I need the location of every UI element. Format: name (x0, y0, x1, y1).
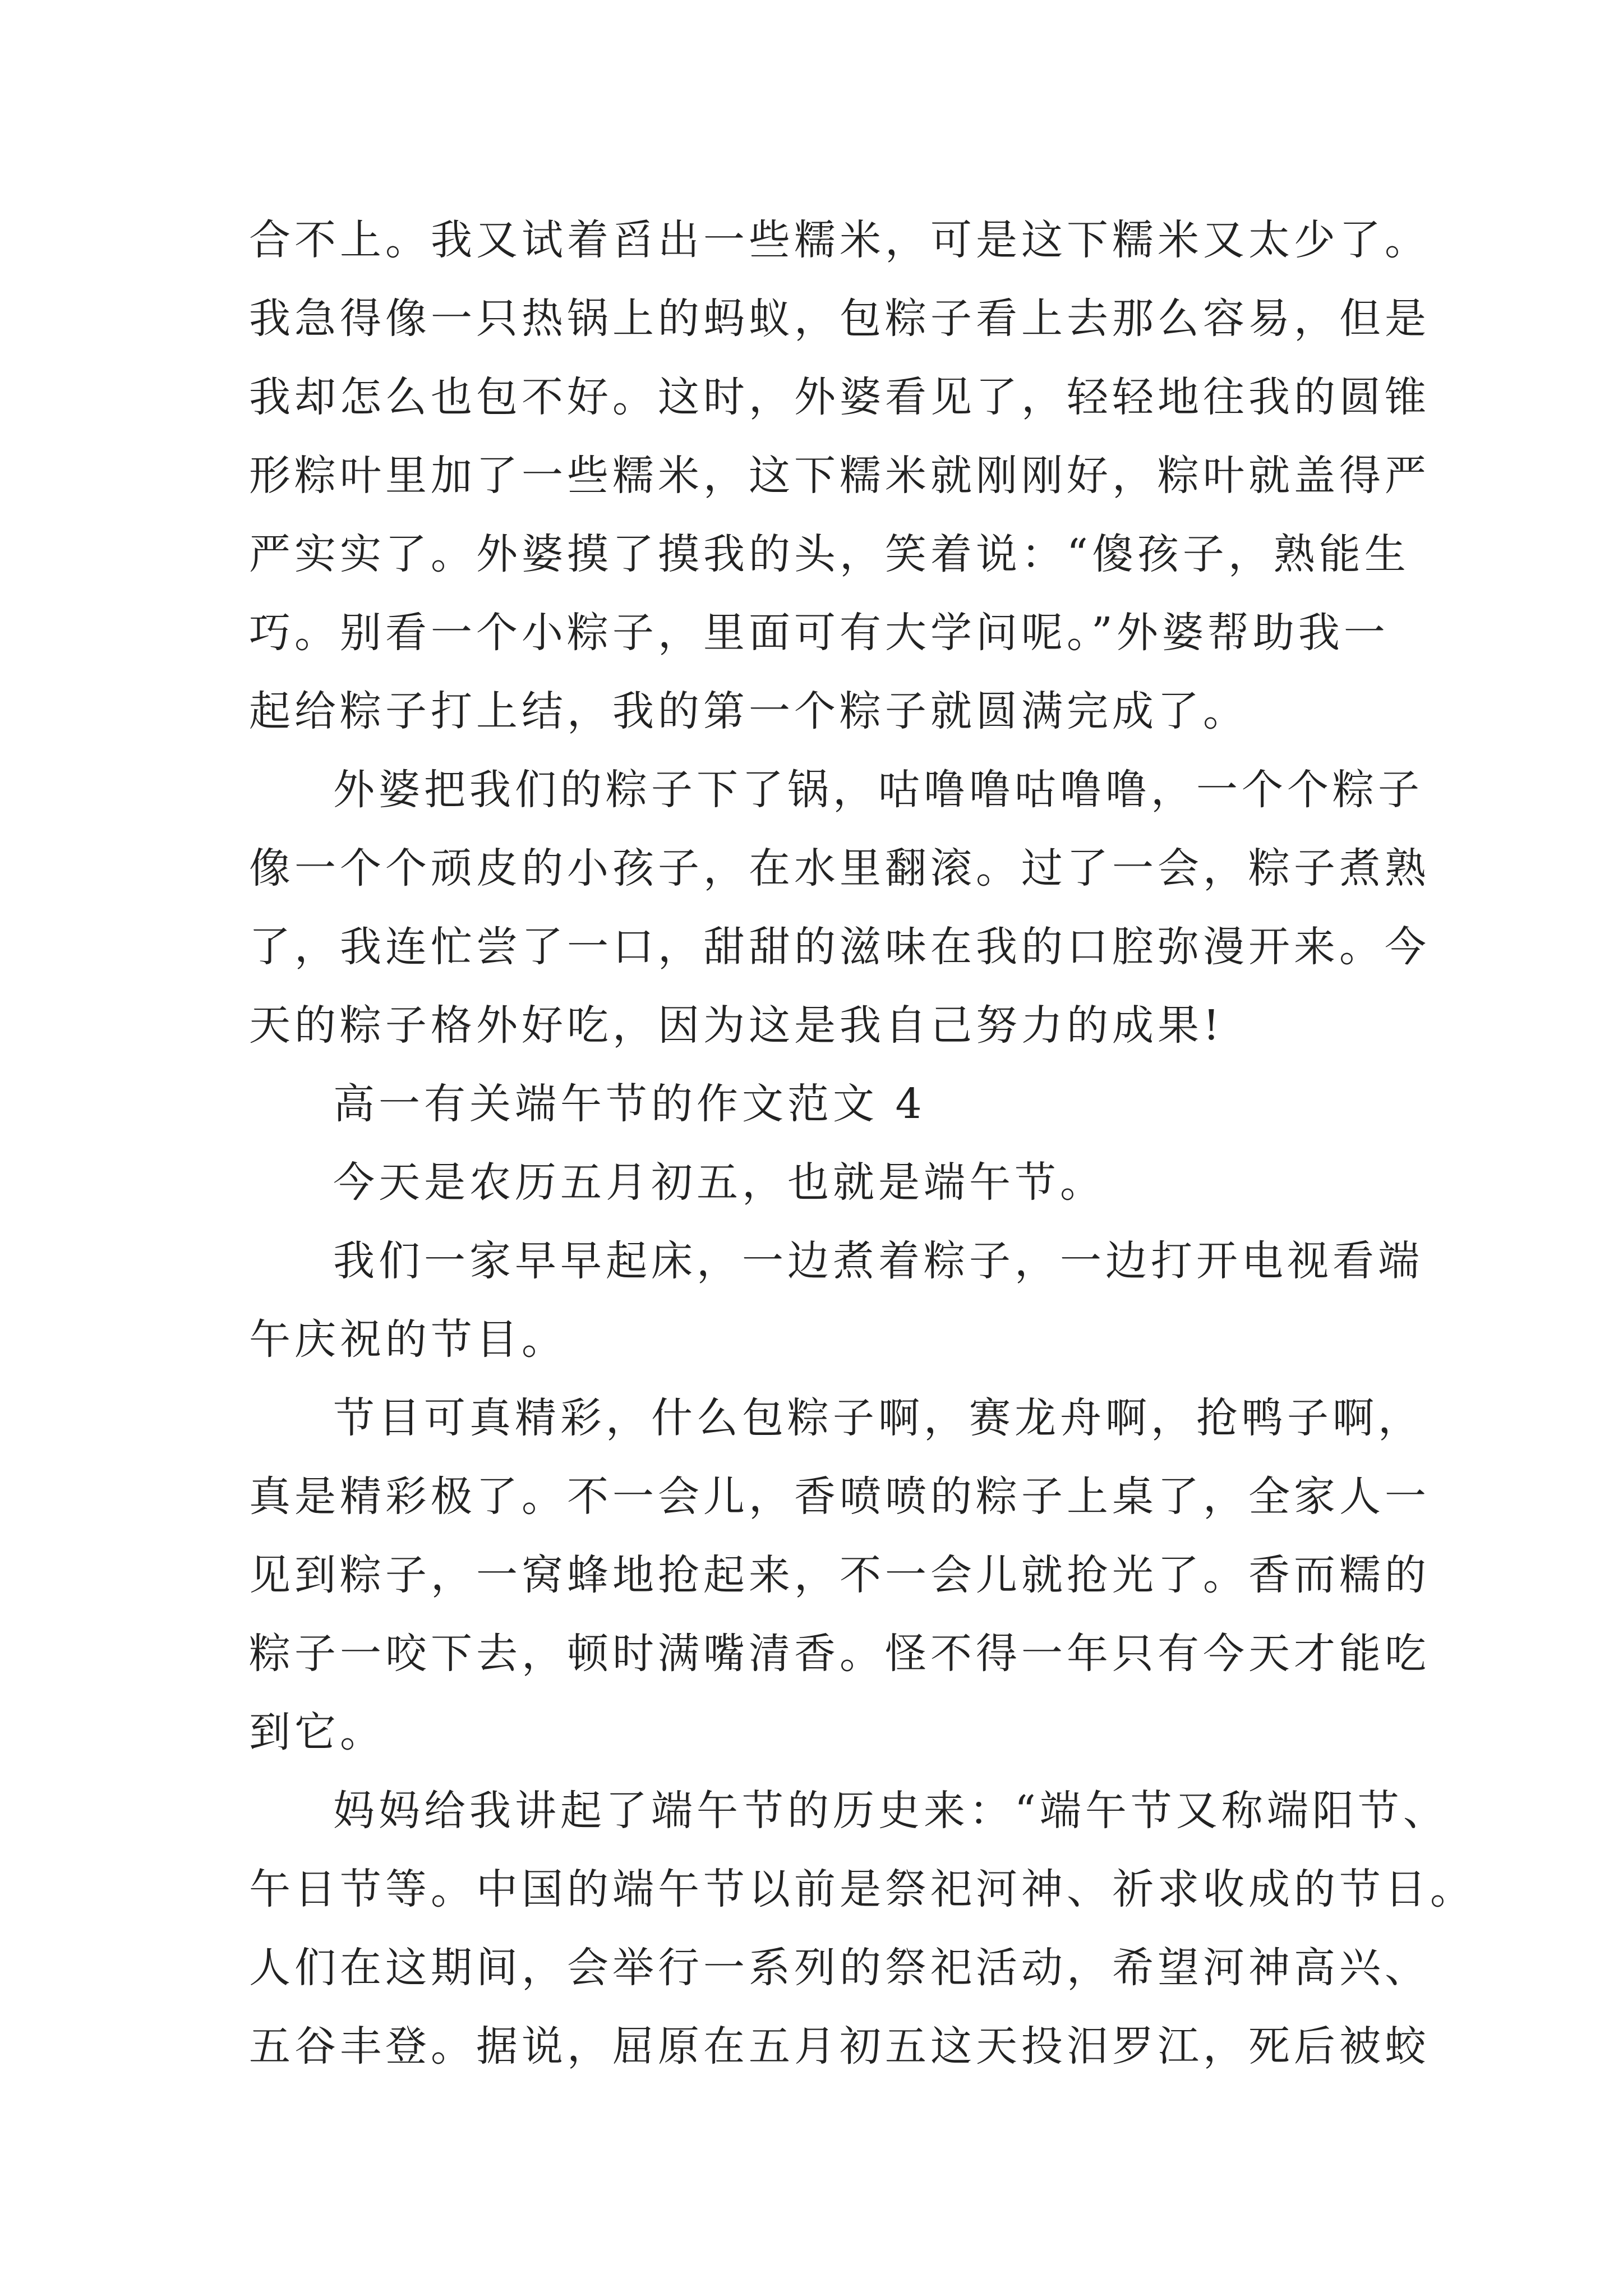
text-line: 午庆祝的节目。 (249, 1315, 567, 1364)
text-line: 起给粽子打上结，我的第一个粽子就圆满完成了。 (249, 687, 1248, 735)
text-line: 我急得像一只热锅上的蚂蚁，包粽子看上去那么容易，但是 (249, 295, 1430, 343)
text-line: 粽子一咬下去，顿时满嘴清香。怪不得一年只有今天才能吃 (249, 1630, 1430, 1678)
text-line: 五谷丰登。据说，屈原在五月初五这天投汨罗江，死后被蛟 (249, 2022, 1430, 2070)
text-line: 我却怎么也包不好。这时，外婆看见了，轻轻地往我的圆锥 (249, 373, 1430, 421)
paragraph-first-line: 妈妈给我讲起了端午节的历史来：“端午节又称端阳节、 (333, 1787, 1449, 1835)
document-body (249, 201, 1476, 2086)
text-line: 像一个个顽皮的小孩子，在水里翻滚。过了一会，粽子煮熟 (249, 844, 1430, 892)
text-line: 形粽叶里加了一些糯米，这下糯米就刚刚好，粽叶就盖得严 (249, 452, 1430, 500)
text-line: 到它。 (249, 1708, 385, 1756)
text-line: 天的粽子格外好吃，因为这是我自己努力的成果! (249, 1001, 1224, 1050)
text-line: 严实实了。外婆摸了摸我的头，笑着说：“傻孩子，熟能生 (249, 530, 1410, 578)
paragraph-first-line: 我们一家早早起床，一边煮着粽子，一边打开电视看端 (333, 1237, 1423, 1285)
paragraph-first-line: 节目可真精彩，什么包粽子啊，赛龙舟啊，抢鸭子啊， (333, 1394, 1423, 1442)
text-line: 人们在这期间，会举行一系列的祭祀活动，希望河神高兴、 (249, 1944, 1430, 1992)
section-heading: 高一有关端午节的作文范文 4 (333, 1080, 926, 1128)
text-line: 了，我连忙尝了一口，甜甜的滋味在我的口腔弥漫开来。今 (249, 923, 1430, 971)
text-line: 真是精彩极了。不一会儿，香喷喷的粽子上桌了，全家人一 (249, 1473, 1430, 1521)
paragraph-first-line: 今天是农历五月初五，也就是端午节。 (333, 1158, 1105, 1207)
text-line: 午日节等。中国的端午节以前是祭祀河神、祈求收成的节日。 (249, 1865, 1476, 1913)
text-line: 见到粽子，一窝蜂地抢起来，不一会儿就抢光了。香而糯的 (249, 1551, 1430, 1599)
text-line: 巧。别看一个小粽子，里面可有大学问呢。”外婆帮助我一 (249, 609, 1389, 657)
text-line: 合不上。我又试着舀出一些糯米，可是这下糯米又太少了。 (249, 216, 1430, 264)
paragraph-first-line: 外婆把我们的粽子下了锅，咕噜噜咕噜噜，一个个粽子 (333, 766, 1423, 814)
